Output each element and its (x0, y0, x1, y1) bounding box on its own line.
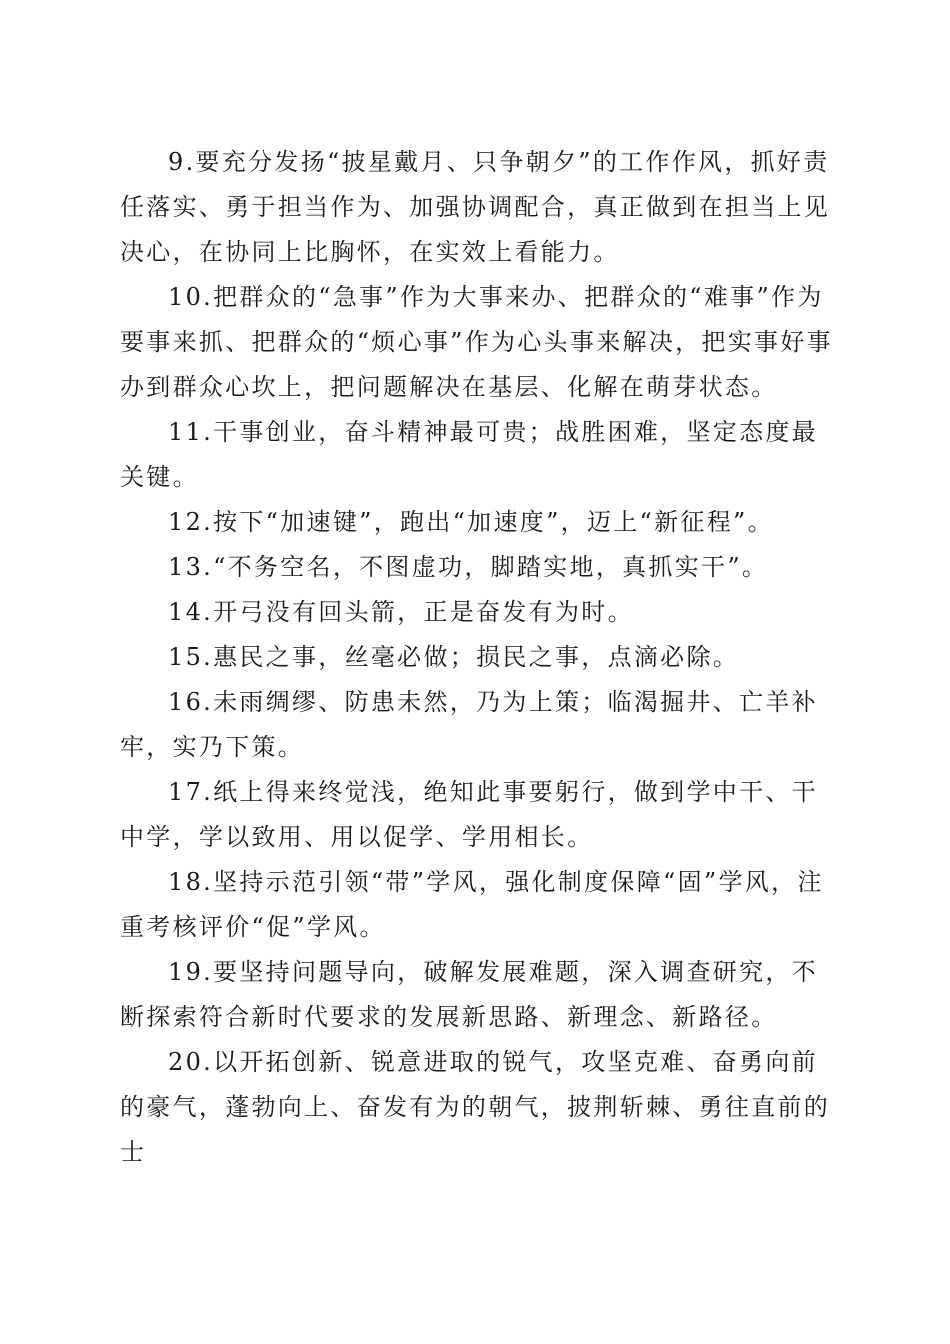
paragraph-18: 18.坚持示范引领“带”学风，强化制度保障“固”学风，注重考核评价“促”学风。 (120, 868, 824, 941)
document-body (120, 140, 840, 1175)
paragraph-11: 11.干事创业，奋斗精神最可贵；战胜困难，坚定态度最关键。 (120, 418, 818, 491)
paragraph-17: 17.纸上得来终觉浅，绝知此事要躬行，做到学中干、干中学，学以致用、用以促学、学用相长。 (120, 778, 818, 851)
paragraph-15: 15.惠民之事，丝毫必做；损民之事，点滴必除。 (168, 643, 740, 671)
paragraph-12: 12.按下“加速键”，跑出“加速度”，迈上“新征程”。 (168, 508, 774, 536)
paragraph-16: 16.未雨绸缪、防患未然，乃为上策；临渴掘井、亡羊补牢，实乃下策。 (120, 688, 818, 761)
paragraph-19: 19.要坚持问题导向，破解发展难题，深入调查研究，不断探索符合新时代要求的发展新思路、新理念、新路径。 (120, 958, 818, 1031)
paragraph-10: 10.把群众的“急事”作为大事来办、把群众的“难事”作为要事来抓、把群众的“烦心事”作为心头事来解决，把实事好事办到群众心坎上，把问题解决在基层、化解在萌芽状态。 (120, 283, 833, 401)
paragraph-20: 20.以开拓创新、锐意进取的锐气，攻坚克难、奋勇向前的豪气，蓬勃向上、奋发有为的朝气，披荆斩棘、勇往直前的士 (120, 1048, 831, 1166)
paragraph-14: 14.开弓没有回头箭，正是奋发有为时。 (168, 598, 634, 626)
paragraph-13: 13.“不务空名，不图虚功，脚踏实地，真抓实干”。 (168, 553, 769, 581)
paragraph-9: 9.要充分发扬“披星戴月、只争朝夕”的工作作风，抓好责任落实、勇于担当作为、加强协调配合，真正做到在担当上见决心，在协同上比胸怀，在实效上看能力。 (120, 148, 831, 266)
